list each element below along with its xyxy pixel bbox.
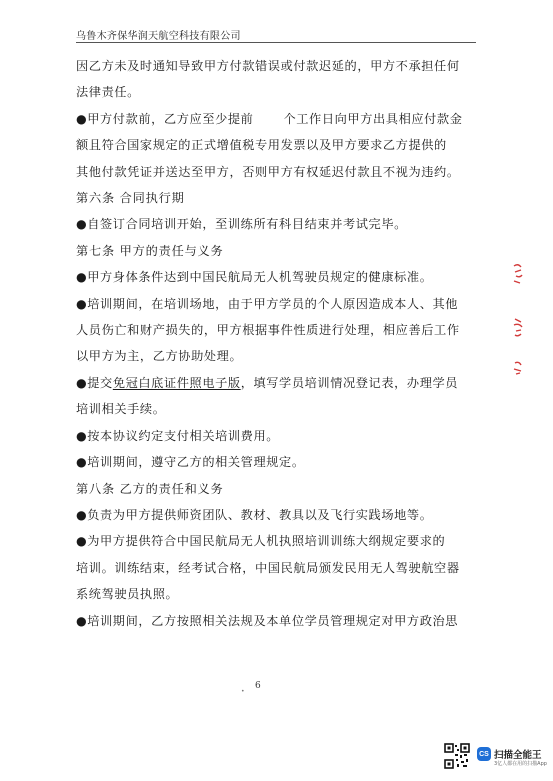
seal-fragment-icon [512,316,524,338]
camscanner-logo-icon: CS [477,747,491,761]
payment-clause-line [76,106,480,132]
body-line: 培训相关手续。 [76,402,166,417]
body-line: ●负责为甲方提供师资团队、教材、教具以及飞行实践场地等。 [76,507,433,522]
header-divider [76,42,476,43]
body-line: ●按本协议约定支付相关培训费用。 [76,428,280,443]
clause-text: ●甲方付款前，乙方应至少提前 [76,111,254,126]
body-line: ●培训期间，在培训场地，由于甲方学员的个人原因造成本人、其他 [76,296,459,311]
clause-text: ，填写学员培训情况登记表，办理学员 [240,375,459,390]
body-line: ●自签订合同培训开始，至训练所有科目结束并考试完毕。 [76,217,407,232]
photo-requirement-underlined: 免冠白底证件照电子版 [112,375,241,390]
body-line: 系统驾驶员执照。 [76,587,179,602]
body-line: ●为甲方提供符合中国民航局无人机执照培训训练大纲规定要求的 [76,534,446,549]
document-body [76,53,480,634]
submit-photo-line [76,370,480,396]
section-heading-6: 第六条 合同执行期 [76,191,185,206]
body-line: ●培训期间，遵守乙方的相关管理规定。 [76,455,305,470]
clause-text: ●提交 [76,375,113,390]
page-dot: • [241,688,245,695]
qr-code-icon [444,743,470,769]
section-heading-8: 第八条 乙方的责任和义务 [76,481,224,496]
seal-fragment-icon [512,262,524,286]
body-line: 以甲方为主，乙方协助处理。 [76,349,243,364]
body-line: 法律责任。 [76,85,140,100]
page-number: 6 [255,681,261,691]
body-line: ●甲方身体条件达到中国民航局无人机驾驶员规定的健康标准。 [76,270,433,285]
clause-text: 个工作日向甲方出具相应付款金 [283,111,463,126]
body-line: 人员伤亡和财产损失的，甲方根据事件性质进行处理，相应善后工作 [76,323,460,338]
scanner-app-tagline: 3亿人都在用的扫描App [494,761,547,767]
company-header: 乌鲁木齐保华润天航空科技有限公司 [76,31,241,42]
body-line: 因乙方未及时通知导致甲方付款错误或付款迟延的，甲方不承担任何 [76,59,460,73]
scanner-app-name: 扫描全能王 [494,750,542,761]
seal-fragment-icon [512,360,524,376]
section-heading-7: 第七条 甲方的责任与义务 [76,243,224,258]
body-line: 培训。训练结束，经考试合格，中国民航局颁发民用无人驾驶航空器 [76,560,460,575]
body-line: ●培训期间，乙方按照相关法规及本单位学员管理规定对甲方政治思 [76,613,459,628]
body-line: 其他付款凭证并送达至甲方，否则甲方有权延迟付款且不视为违约。 [76,164,460,179]
body-line: 额且符合国家规定的正式增值税专用发票以及甲方要求乙方提供的 [76,138,447,153]
